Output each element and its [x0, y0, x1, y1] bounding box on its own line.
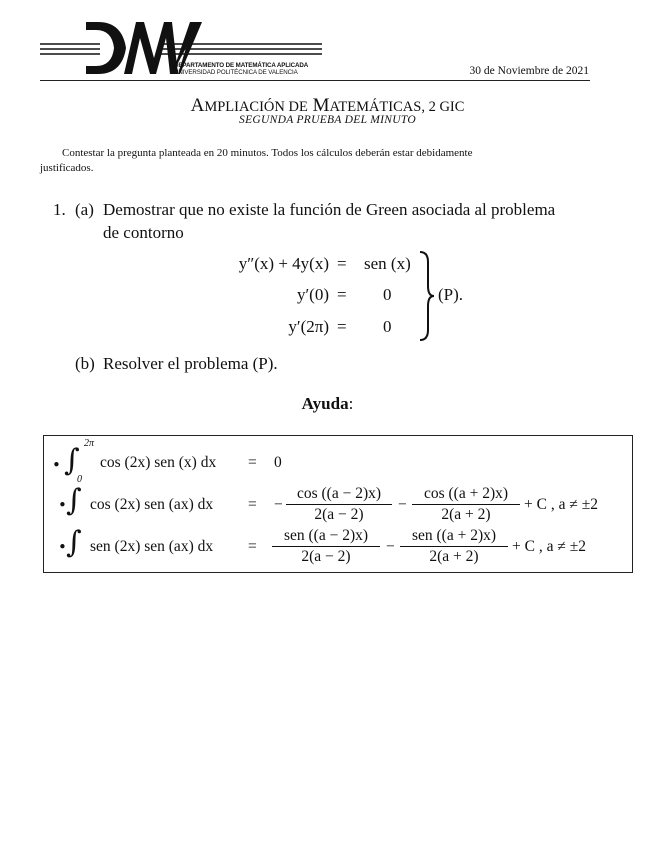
- help-1-integrand: cos (2x) sen (x) dx: [100, 454, 217, 471]
- help-2-fraction-1: [286, 484, 392, 525]
- instructions-line-2: justificados.: [40, 162, 94, 174]
- help-1-equals: =: [248, 454, 257, 471]
- title-rest-2: ATEMÁTICAS, 2 GIC: [329, 99, 465, 115]
- question-number: 1.: [53, 200, 66, 219]
- integral-lower-limit: 0: [77, 474, 82, 485]
- help-3-numerator-1: sen ((a − 2)x): [272, 526, 380, 547]
- help-3-numerator-2: sen ((a + 2)x): [400, 526, 508, 547]
- help-2-numerator-1: cos ((a − 2)x): [286, 484, 392, 505]
- document-subtitle: SEGUNDA PRUEBA DEL MINUTO: [239, 114, 416, 126]
- help-2-denominator-2: 2(a + 2): [441, 506, 491, 523]
- header-rule: [40, 80, 590, 81]
- help-2-operator: −: [398, 496, 407, 513]
- problem-label: (P).: [438, 285, 464, 304]
- help-heading-colon: :: [348, 394, 354, 413]
- title-cap-1: A: [190, 95, 205, 116]
- integral-upper-limit: 2π: [84, 438, 95, 449]
- part-b-text: Resolver el problema (P).: [103, 354, 278, 373]
- equation-1-left: y″(x) + 4y(x): [238, 254, 329, 273]
- help-1-result: 0: [274, 454, 282, 471]
- equation-3-right: 0: [383, 317, 392, 336]
- part-b-label: (b): [75, 354, 95, 373]
- bullet-icon: •: [58, 496, 67, 514]
- help-3-integrand: sen (2x) sen (ax) dx: [90, 538, 214, 555]
- part-a-text-line-1: Demostrar que no existe la función de Green asociada al problema: [103, 200, 556, 219]
- bullet-icon: •: [58, 538, 67, 556]
- instructions-line-1: Contestar la pregunta planteada en 20 minutos. Todos los cálculos deberán estar debidamente: [62, 147, 473, 159]
- title-cap-2: M: [312, 95, 330, 116]
- help-2-fraction-2: [412, 484, 520, 525]
- help-heading-text: Ayuda: [301, 394, 349, 413]
- help-3-denominator-2: 2(a + 2): [429, 548, 479, 565]
- help-3-denominator-1: 2(a − 2): [301, 548, 351, 565]
- help-heading: [0, 394, 655, 414]
- equation-2-equals: =: [337, 285, 347, 304]
- part-a-label: (a): [75, 200, 94, 219]
- equation-2-left: y′(0): [296, 285, 329, 304]
- bullet-icon: •: [52, 456, 61, 474]
- help-2-integrand: cos (2x) sen (ax) dx: [90, 496, 214, 513]
- help-3-fraction-1: [272, 526, 380, 567]
- help-2-numerator-2: cos ((a + 2)x): [412, 484, 520, 505]
- help-2-sign: −: [274, 496, 283, 513]
- help-3-fraction-2: [400, 526, 508, 567]
- help-2-tail: + C , a ≠ ±2: [524, 496, 598, 513]
- exam-date: 30 de Noviembre de 2021: [469, 65, 589, 77]
- help-box: [43, 435, 633, 573]
- help-3-equals: =: [248, 538, 257, 555]
- part-a-text-line-2: de contorno: [103, 223, 184, 242]
- help-3-operator: −: [386, 538, 395, 555]
- help-2-equals: =: [248, 496, 257, 513]
- equation-1-equals: =: [337, 254, 347, 273]
- equation-1-right: sen (x): [364, 254, 411, 273]
- equation-3-left: y′(2π): [288, 317, 329, 336]
- department-name: DEPARTAMENTO DE MATEMÁTICA APLICADA: [174, 62, 309, 69]
- equation-3-equals: =: [337, 317, 347, 336]
- integral-sign-icon: ∫: [66, 483, 82, 518]
- integral-sign-icon: ∫: [66, 525, 82, 560]
- help-2-denominator-1: 2(a − 2): [314, 506, 364, 523]
- equation-2-right: 0: [383, 285, 392, 304]
- title-rest-1: MPLIACIÓN DE: [204, 99, 308, 115]
- help-3-tail: + C , a ≠ ±2: [512, 538, 586, 555]
- university-name: UNIVERSIDAD POLITÉCNICA DE VALENCIA: [174, 69, 298, 76]
- right-brace-icon: [418, 250, 436, 342]
- integral-sign-icon: ∫: [64, 443, 80, 478]
